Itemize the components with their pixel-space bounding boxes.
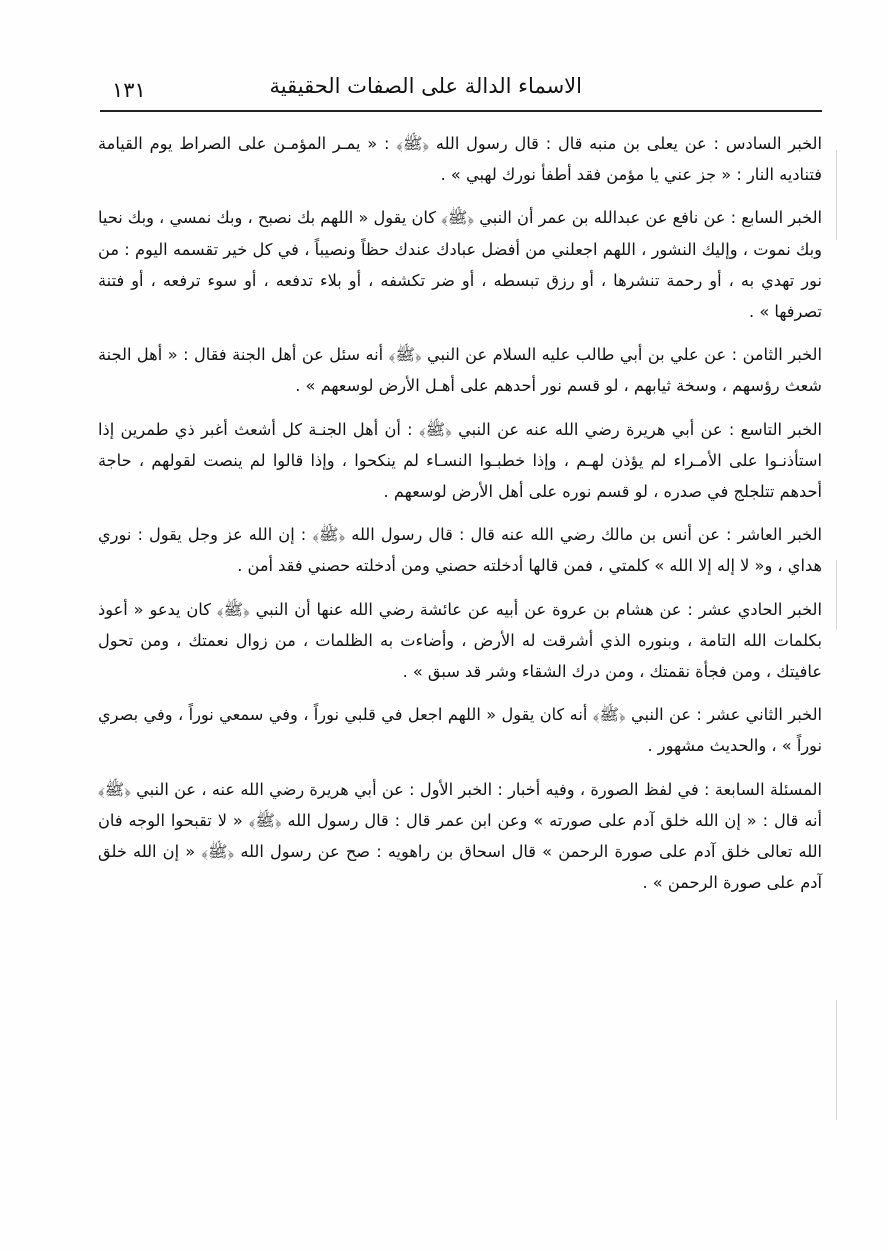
page-number: ١٣١ <box>112 78 146 102</box>
paragraph-section-7: المسئلة السابعة : في لفظ الصورة ، وفيه أخبار : الخبر الأول : عن أبي هريرة رضي الله عنه ، عن النبي ﴿ﷺ﴾ أنه قال : « إن الله خلق آدم على صورته » وعن ابن عمر قال : قال رسول الله ﴿ﷺ﴾ « لا تقبحوا الوجه فان الله تعالى خلق آدم على صورة الرحمن » قال اسحاق بن راهويه : صح عن رسول الله ﴿ﷺ﴾ « إن الله خلق آدم على صورة الرحمن » . <box>98 779 822 893</box>
paragraph-hadith-10: الخبر العاشر : عن أنس بن مالك رضي الله عنه قال : قال رسول الله ﴿ﷺ﴾ : إن الله عز وجل يقول : نوري هداي ، و« لا إله إلا الله » كلمتي ، فمن قالها أدخلته حصني ومن أدخلته حصني فقد أمن . <box>98 525 822 576</box>
body-text <box>98 128 822 910</box>
scan-edge-mark <box>836 150 837 240</box>
paragraph-hadith-8: الخبر الثامن : عن علي بن أبي طالب عليه السلام عن النبي ﴿ﷺ﴾ أنه سئل عن أهل الجنة فقال : « أهل الجنة شعث رؤسهم ، وسخة ثيابهم ، لو قسم نور أحدهم على أهـل الأرض لوسعهم » . <box>98 345 822 396</box>
scan-edge-mark <box>836 560 837 630</box>
paragraph-hadith-12: الخبر الثاني عشر : عن النبي ﴿ﷺ﴾ أنه كان يقول « اللهم اجعل في قلبي نوراً ، وفي سمعي نوراً ، وفي بصري نوراً » ، والحديث مشهور . <box>98 705 822 756</box>
header-divider <box>100 110 822 112</box>
running-header <box>100 72 822 110</box>
paragraph-hadith-9: الخبر التاسع : عن أبي هريرة رضي الله عنه عن النبي ﴿ﷺ﴾ : أن أهل الجنـة كل أشعث أغبر ذي طمرين إذا استأذنـوا على الأمـراء لم يؤذن لهـم ، وإذا خطبـوا النسـاء لم ينكحوا ، وإذا قالوا لم ينصت لقولهم ، حاجة أحدهم تتلجلج في صدره ، لو قسم نوره على أهل الأرض لوسعهم . <box>98 419 822 502</box>
header-title: الاسماء الدالة على الصفات الحقيقية <box>269 74 582 98</box>
paragraph-hadith-11: الخبر الحادي عشر : عن هشام بن عروة عن أبيه عن عائشة رضي الله عنها أن النبي ﴿ﷺ﴾ كان يدعو « أعوذ بكلمات الله التامة ، وبنوره الذي أشرقت له الأرض ، وأضاءت به الظلمات ، من زوال نعمتك ، ومن تحول عافيتك ، ومن فجأة نقمتك ، ومن درك الشقاء وشر قد سبق » . <box>98 599 822 682</box>
scan-edge-mark <box>836 1000 837 1120</box>
paragraph-hadith-7: الخبر السابع : عن نافع عن عبدالله بن عمر أن النبي ﴿ﷺ﴾ كان يقول « اللهم بك نصبح ، وبك نمسي ، وبك نحيا وبك نموت ، وإليك النشور ، اللهم اجعلني من أفضل عبادك عندك حظاً ونصيباً ، في كل خير تقسمه اليوم : من نور تهدي به ، أو رحمة تنشرها ، أو رزق تبسطه ، أو ضر تكشفه ، أو بلاء تدفعه ، أو سوء ترفعه ، أو فتنة تصرفها » . <box>98 208 822 322</box>
paragraph-hadith-6: الخبر السادس : عن يعلى بن منبه قال : قال رسول الله ﴿ﷺ﴾ : « يمـر المؤمـن على الصراط يوم القيامة فتناديه النار : « جز عني يا مؤمن فقد أطفأ نورك لهبي » . <box>98 134 822 185</box>
